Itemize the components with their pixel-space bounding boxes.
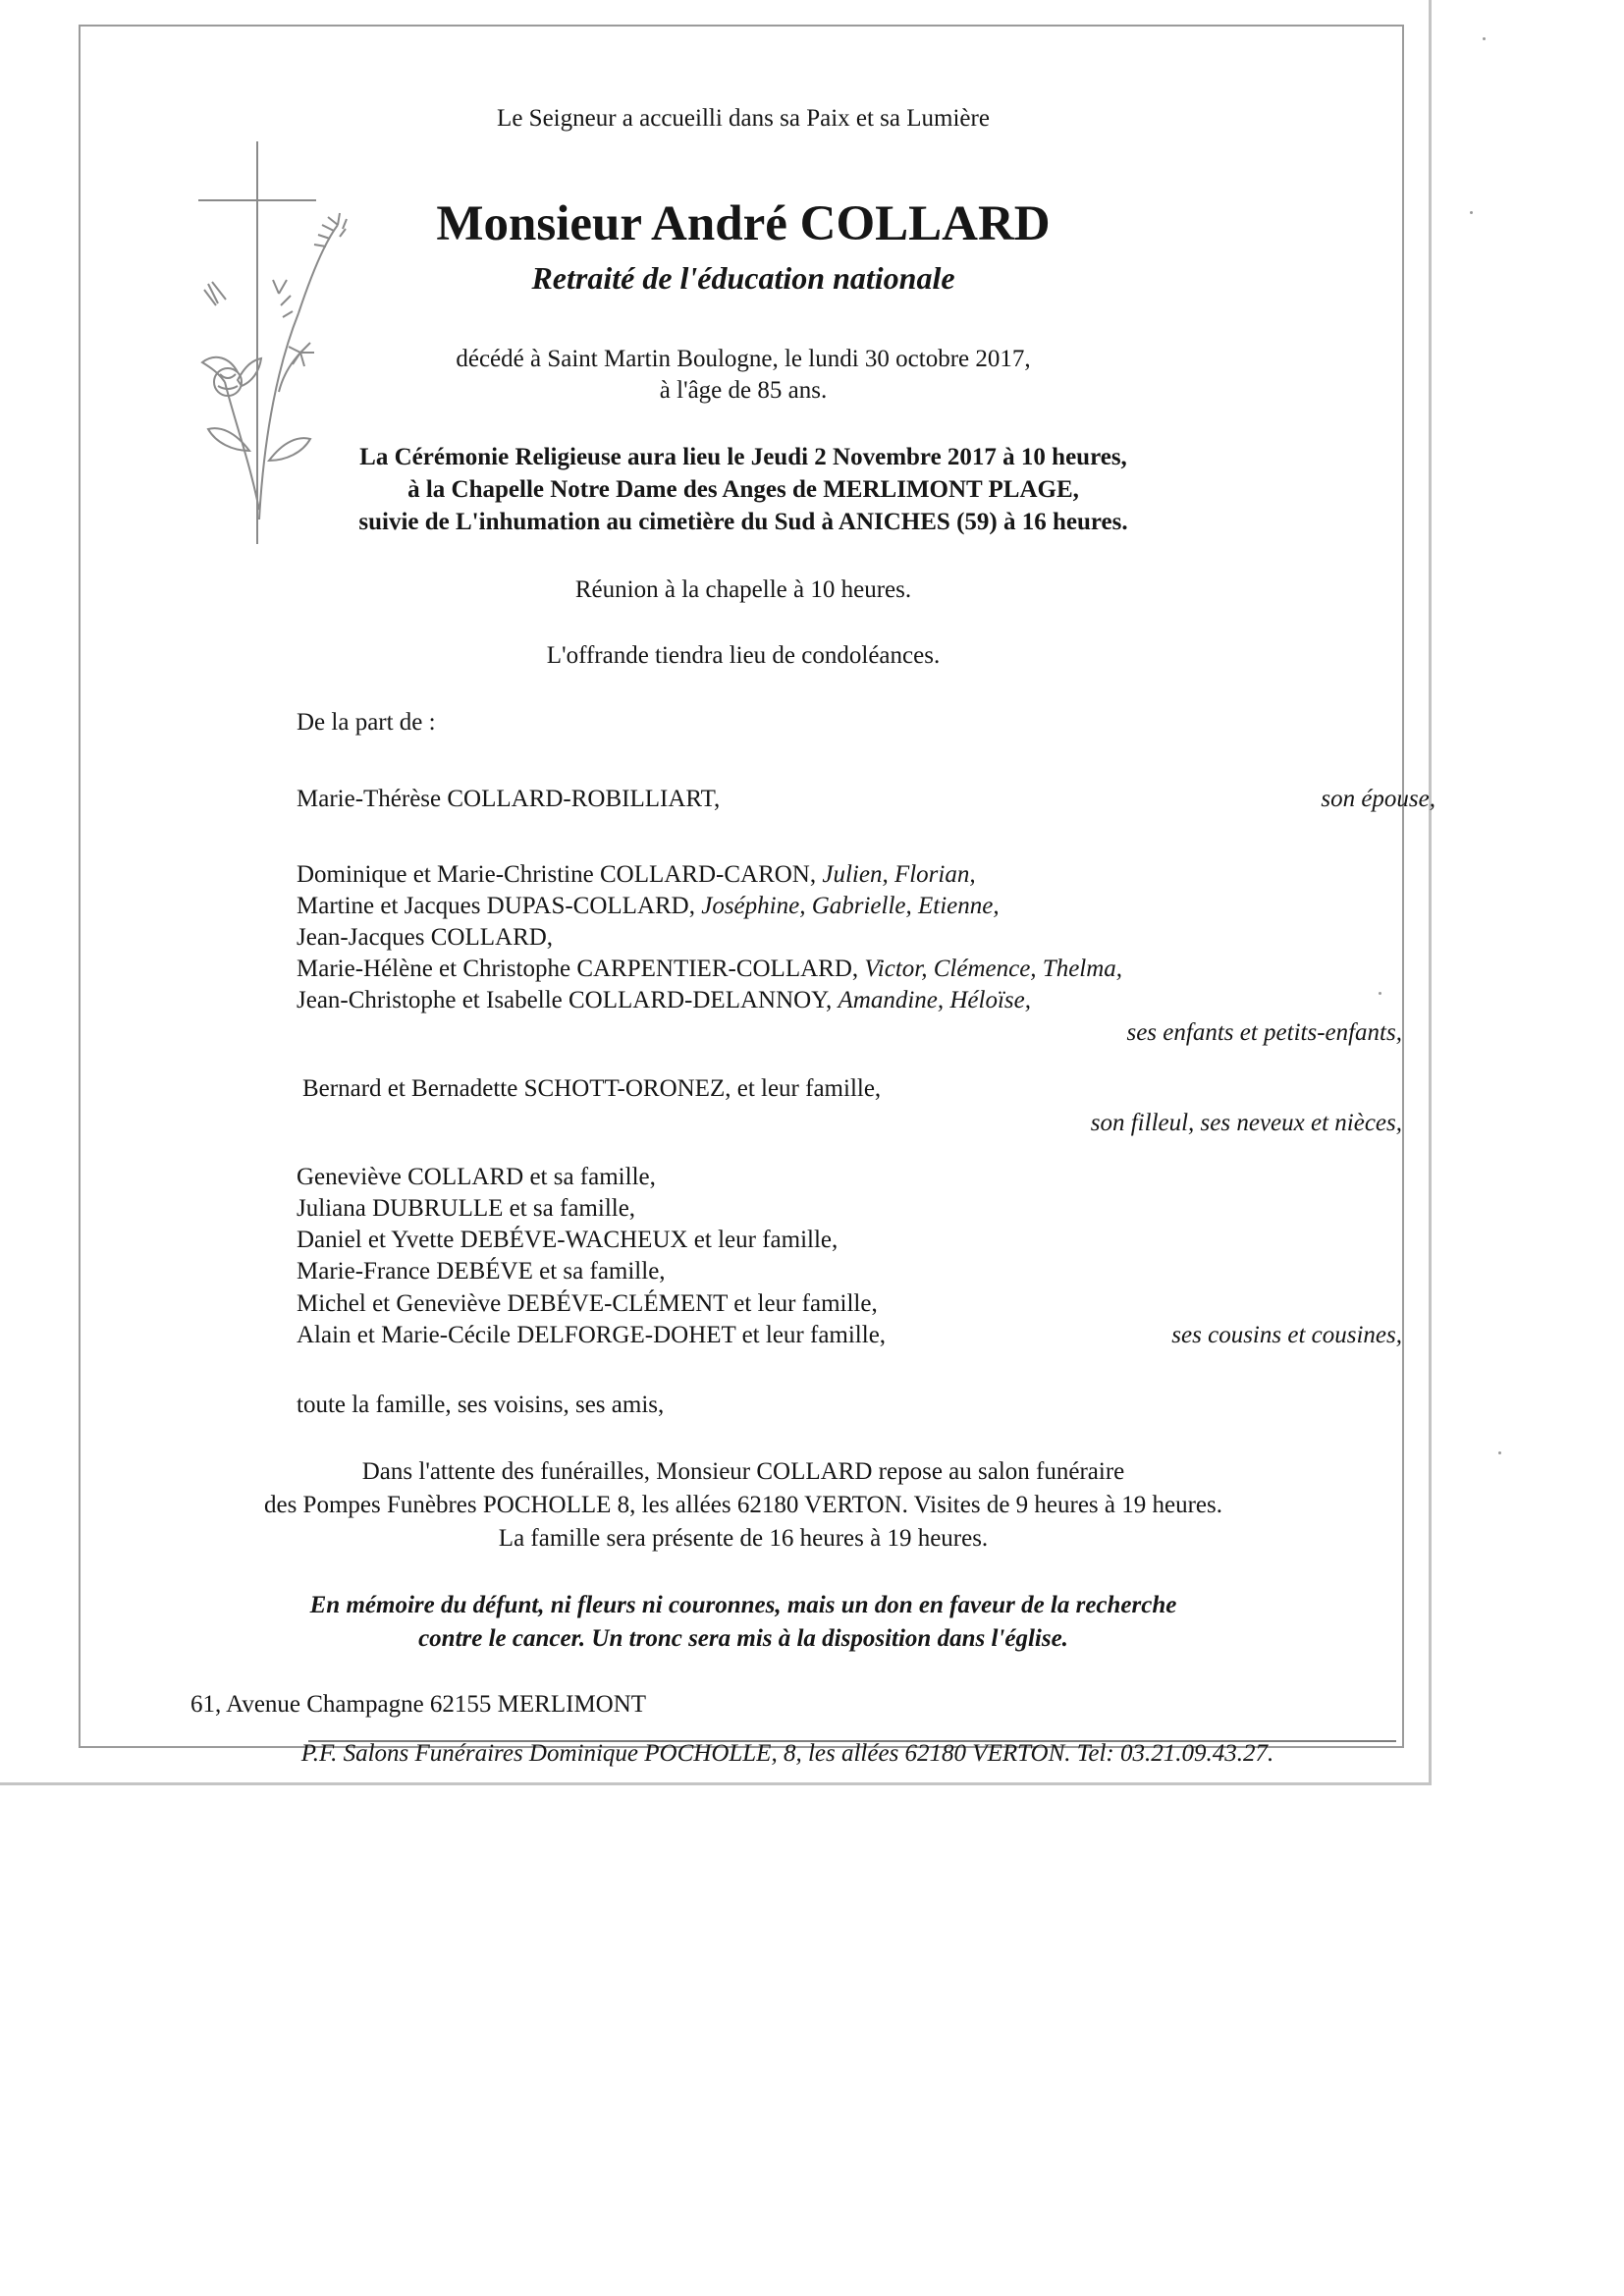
funeral-home-line-1: Dans l'attente des funérailles, Monsieur COLLARD repose au salon funéraire (361, 1458, 1125, 1485)
cousin-line-1: Geneviève COLLARD et sa famille, (297, 1164, 656, 1190)
child-line-2 (297, 893, 1000, 920)
scan-speck (1483, 37, 1486, 40)
cousin-line-6: Alain et Marie-Cécile DELFORGE-DOHET et leur famille, (297, 1322, 887, 1348)
grandchildren: Joséphine, Gabrielle, Etienne, (701, 893, 1000, 919)
notice-frame (79, 25, 1435, 1767)
address-line: 61, Avenue Champagne 62155 MERLIMONT (190, 1691, 647, 1718)
godson-line: Bernard et Bernadette SCHOTT-ORONEZ, et leur famille, (302, 1075, 882, 1102)
child-line-1 (297, 861, 976, 889)
cousin-line-4: Marie-France DEBÉVE et sa famille, (297, 1258, 666, 1285)
grandchildren: Julien, Florian, (822, 861, 976, 888)
grandchildren: Amandine, Héloïse, (838, 987, 1031, 1013)
child-name: Jean-Christophe et Isabelle COLLARD-DELANNOY, (297, 987, 833, 1013)
spouse-line (297, 786, 1435, 812)
cousin-line-3: Daniel et Yvette DEBÉVE-WACHEUX et leur famille, (297, 1227, 839, 1253)
footer-line: P.F. Salons Funéraires Dominique POCHOLLE, 8, les allées 62180 VERTON. Tel: 03.21.09.43.27. (300, 1740, 1274, 1767)
death-line-1: décédé à Saint Martin Boulogne, le lundi 30 octobre 2017, (456, 346, 1031, 372)
offering-line: L'offrande tiendra lieu de condoléances. (546, 642, 941, 669)
spouse-name: Marie-Thérèse COLLARD-ROBILLIART, (297, 786, 721, 812)
funeral-home-line-2: des Pompes Funèbres POCHOLLE 8, les allées 62180 VERTON. Visites de 9 heures à 19 heures. (263, 1492, 1223, 1518)
scan-speck (1498, 1451, 1501, 1454)
cousins-relation: ses cousins et cousines, (1171, 1322, 1402, 1348)
scan-speck (1379, 992, 1381, 995)
cousin-line-2: Juliana DUBRULLE et sa famille, (297, 1195, 636, 1222)
funeral-home-line-3: La famille sera présente de 16 heures à 19 heures. (498, 1525, 989, 1552)
children-relation: ses enfants et petits-enfants, (1126, 1019, 1402, 1046)
reunion-line: Réunion à la chapelle à 10 heures. (574, 576, 912, 603)
child-line-4 (297, 956, 1122, 983)
ceremony-line-1: La Cérémonie Religieuse aura lieu le Jeudi 2 Novembre 2017 à 10 heures, (359, 444, 1127, 470)
memorial-line-2: contre le cancer. Un tronc sera mis à la disposition dans l'église. (418, 1625, 1068, 1652)
from-label: De la part de : (297, 709, 436, 736)
deceased-name: Monsieur André COLLARD (436, 196, 1051, 251)
child-line-3 (297, 924, 553, 952)
ceremony-line-3: suivie de L'inhumation au cimetière du Sud à ANICHES (59) à 16 heures. (358, 509, 1128, 535)
child-name: Martine et Jacques DUPAS-COLLARD, (297, 893, 695, 919)
intro-line: Le Seigneur a accueilli dans sa Paix et sa Lumière (497, 105, 990, 132)
deceased-profession: Retraité de l'éducation nationale (531, 260, 955, 296)
child-name: Jean-Jacques COLLARD, (297, 924, 554, 951)
cousin-line-5: Michel et Geneviève DEBÉVE-CLÉMENT et leur famille, (297, 1290, 878, 1317)
godson-relation: son filleul, ses neveux et nièces, (1090, 1110, 1402, 1136)
child-name: Dominique et Marie-Christine COLLARD-CARON, (297, 861, 817, 888)
child-line-5 (297, 987, 1031, 1014)
others-line: toute la famille, ses voisins, ses amis, (297, 1392, 665, 1418)
child-name: Marie-Hélène et Christophe CARPENTIER-COLLARD, (297, 956, 859, 982)
spouse-relation: son épouse, (1321, 786, 1435, 812)
death-line-2: à l'âge de 85 ans. (659, 377, 828, 404)
ceremony-line-2: à la Chapelle Notre Dame des Anges de MERLIMONT PLAGE, (407, 476, 1079, 503)
scan-speck (1470, 211, 1473, 214)
memorial-line-1: En mémoire du défunt, ni fleurs ni couronnes, mais un don en faveur de la recherche (309, 1592, 1177, 1618)
grandchildren: Victor, Clémence, Thelma, (864, 956, 1123, 982)
